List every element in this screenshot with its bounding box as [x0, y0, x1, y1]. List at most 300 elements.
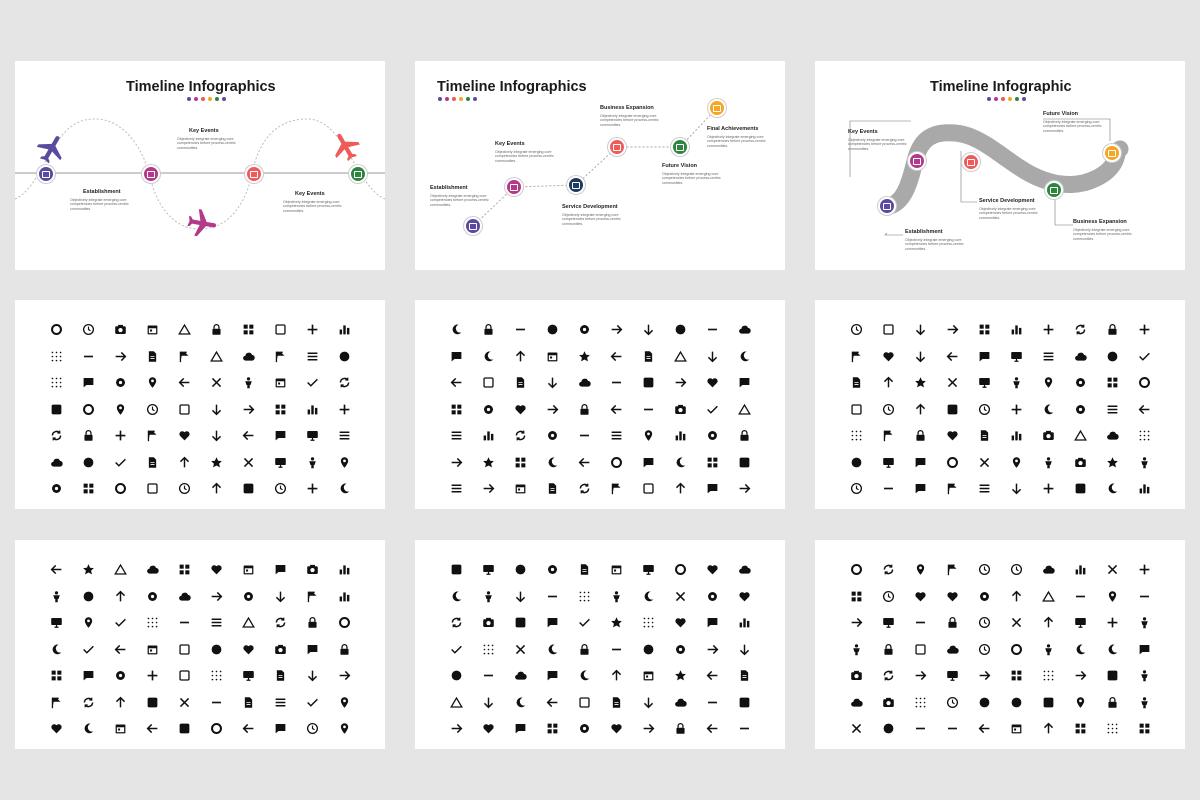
chat-icon	[706, 616, 719, 629]
triangle-icon	[210, 350, 223, 363]
bars-chart-icon	[482, 429, 495, 442]
plus-icon	[306, 323, 319, 336]
moon-icon	[1074, 643, 1087, 656]
calendar-icon	[274, 376, 287, 389]
plus-icon	[114, 429, 127, 442]
minus-icon	[546, 590, 559, 603]
dotted-grid-icon	[482, 643, 495, 656]
list-icon	[978, 482, 991, 495]
flag-icon	[850, 350, 863, 363]
plane-icon	[329, 129, 363, 163]
cloud-icon	[738, 563, 751, 576]
icon-grid-communication-places	[840, 317, 1160, 503]
camera-icon	[1042, 429, 1055, 442]
list-icon	[610, 429, 623, 442]
person-icon	[482, 590, 495, 603]
arrow-left-icon	[546, 696, 559, 709]
flag-icon	[306, 590, 319, 603]
settings-icon	[242, 590, 255, 603]
calendar-icon	[514, 482, 527, 495]
slide-icon-set-3	[815, 300, 1185, 509]
minus-icon	[946, 722, 959, 735]
event-description: Objectively integrate emerging core competencies before process-centric communities.	[979, 207, 1038, 220]
camera-icon	[482, 616, 495, 629]
list-icon	[210, 616, 223, 629]
star-icon	[914, 376, 927, 389]
sync-icon	[338, 376, 351, 389]
timeline-marker-1	[464, 217, 482, 235]
icon-grid-image-editing	[440, 317, 760, 503]
arrow-right-icon	[242, 403, 255, 416]
arrow-left-icon	[706, 722, 719, 735]
moon-icon	[546, 456, 559, 469]
person-icon	[1042, 643, 1055, 656]
arrow-left-icon	[610, 350, 623, 363]
triangle-icon	[178, 323, 191, 336]
arrow-down-icon	[642, 323, 655, 336]
moon-icon	[338, 482, 351, 495]
doc-icon	[242, 696, 255, 709]
star-icon	[1106, 456, 1119, 469]
plus-icon	[306, 482, 319, 495]
heart-icon	[914, 590, 927, 603]
event-label: Key Events	[189, 128, 219, 134]
minus-icon	[610, 376, 623, 389]
arrow-left-icon	[946, 350, 959, 363]
moon-icon	[1106, 482, 1119, 495]
person-icon	[1138, 456, 1151, 469]
moon-icon	[1106, 643, 1119, 656]
arrow-right-icon	[738, 482, 751, 495]
timeline-marker-5	[1103, 144, 1121, 162]
lock-icon	[306, 616, 319, 629]
square-icon	[738, 456, 751, 469]
circle-icon	[1106, 350, 1119, 363]
event-description: Objectively integrate emerging core competencies before process-centric communities.	[177, 137, 236, 150]
plus-icon	[146, 669, 159, 682]
square-icon	[178, 722, 191, 735]
monitor-icon	[882, 616, 895, 629]
chat-icon	[706, 482, 719, 495]
check-icon	[114, 616, 127, 629]
settings-icon	[706, 590, 719, 603]
timeline-marker-1	[37, 165, 55, 183]
grid-icon	[706, 456, 719, 469]
minus-icon	[738, 722, 751, 735]
location-icon	[338, 696, 351, 709]
heart-icon	[738, 590, 751, 603]
arrow-right-icon	[610, 323, 623, 336]
settings-icon	[1074, 376, 1087, 389]
slide-icon-set-5	[415, 540, 785, 749]
cloud-icon	[1106, 429, 1119, 442]
minus-icon	[642, 403, 655, 416]
square-icon	[514, 616, 527, 629]
timeline-path	[415, 61, 785, 270]
ring-icon	[610, 456, 623, 469]
arrow-right-icon	[482, 482, 495, 495]
cloud-icon	[738, 323, 751, 336]
moon-icon	[1042, 403, 1055, 416]
chat-icon	[546, 616, 559, 629]
circle-icon	[546, 323, 559, 336]
triangle-icon	[450, 696, 463, 709]
star-icon	[674, 669, 687, 682]
square-icon	[146, 696, 159, 709]
plus-icon	[338, 403, 351, 416]
plus-icon	[1138, 563, 1151, 576]
moon-icon	[482, 350, 495, 363]
monitor-icon	[1010, 350, 1023, 363]
event-description: Objectively integrate emerging core competencies before process-centric communities.	[905, 238, 964, 251]
arrow-right-icon	[114, 350, 127, 363]
clock-icon	[978, 643, 991, 656]
doc-icon	[146, 456, 159, 469]
heart-icon	[514, 403, 527, 416]
monitor-icon	[1074, 616, 1087, 629]
event-label: Key Events	[295, 191, 325, 197]
lock-icon	[674, 722, 687, 735]
ring-icon	[114, 482, 127, 495]
arrow-up-icon	[610, 669, 623, 682]
arrow-down-icon	[914, 350, 927, 363]
lock-icon	[338, 643, 351, 656]
square-icon	[1106, 669, 1119, 682]
minus-icon	[914, 722, 927, 735]
arrow-down-icon	[546, 376, 559, 389]
event-description: Objectively integrate emerging core competencies before process-centric communities.	[283, 200, 342, 213]
camera-icon	[274, 643, 287, 656]
settings-icon	[978, 590, 991, 603]
arrow-left-icon	[178, 376, 191, 389]
lock-icon	[914, 429, 927, 442]
camera-icon	[1074, 456, 1087, 469]
list-icon	[274, 696, 287, 709]
settings-icon	[578, 323, 591, 336]
event-label: Future Vision	[1043, 111, 1079, 117]
calendar-icon	[114, 722, 127, 735]
close-icon	[1010, 616, 1023, 629]
arrow-down-icon	[514, 590, 527, 603]
clock-icon	[850, 482, 863, 495]
heart-icon	[210, 563, 223, 576]
chat-icon	[914, 482, 927, 495]
cloud-icon	[178, 590, 191, 603]
clock-icon	[146, 403, 159, 416]
minus-icon	[514, 323, 527, 336]
arrow-left-icon	[114, 643, 127, 656]
plane-icon	[35, 132, 69, 166]
calendar-icon	[146, 323, 159, 336]
moon-icon	[578, 669, 591, 682]
doc-icon	[610, 696, 623, 709]
dotted-grid-icon	[914, 696, 927, 709]
check-icon	[450, 643, 463, 656]
heart-icon	[482, 722, 495, 735]
chat-icon	[642, 456, 655, 469]
box-outline-icon	[882, 323, 895, 336]
camera-icon	[882, 696, 895, 709]
triangle-icon	[114, 563, 127, 576]
ring-icon	[338, 616, 351, 629]
sync-icon	[882, 563, 895, 576]
triangle-icon	[1042, 590, 1055, 603]
settings-icon	[114, 376, 127, 389]
ring-icon	[674, 563, 687, 576]
event-description: Objectively integrate emerging core competencies before process-centric communities.	[70, 198, 129, 211]
arrow-right-icon	[546, 403, 559, 416]
event-description: Objectively integrate emerging core competencies before process-centric communities.	[562, 213, 621, 226]
box-outline-icon	[274, 323, 287, 336]
grid-icon	[850, 590, 863, 603]
arrow-left-icon	[242, 429, 255, 442]
grid-icon	[50, 669, 63, 682]
dotted-grid-icon	[1106, 722, 1119, 735]
circle-icon	[514, 563, 527, 576]
lock-icon	[1106, 323, 1119, 336]
cloud-icon	[850, 696, 863, 709]
clock-icon	[882, 590, 895, 603]
minus-icon	[82, 350, 95, 363]
settings-icon	[546, 563, 559, 576]
sync-icon	[882, 669, 895, 682]
location-icon	[1074, 696, 1087, 709]
square-icon	[946, 403, 959, 416]
list-icon	[1042, 350, 1055, 363]
list-icon	[338, 429, 351, 442]
doc-icon	[978, 429, 991, 442]
person-icon	[1138, 669, 1151, 682]
sync-icon	[274, 616, 287, 629]
event-label: Service Development	[562, 204, 618, 210]
timeline-marker-3	[245, 165, 263, 183]
circle-icon	[338, 350, 351, 363]
arrow-left-icon	[242, 722, 255, 735]
event-description: Objectively integrate emerging core competencies before process-centric communities.	[662, 172, 721, 185]
event-description: Objectively integrate emerging core competencies before process-centric communities.	[600, 114, 659, 127]
moon-icon	[674, 456, 687, 469]
minus-icon	[706, 696, 719, 709]
chat-icon	[82, 669, 95, 682]
triangle-icon	[242, 616, 255, 629]
chat-icon	[1138, 643, 1151, 656]
arrow-down-icon	[210, 403, 223, 416]
minus-icon	[482, 669, 495, 682]
monitor-icon	[642, 563, 655, 576]
event-description: Objectively integrate emerging core competencies before process-centric communities.	[848, 138, 907, 151]
arrow-left-icon	[610, 403, 623, 416]
bars-chart-icon	[338, 590, 351, 603]
list-icon	[450, 429, 463, 442]
clock-icon	[178, 482, 191, 495]
calendar-icon	[1010, 722, 1023, 735]
heart-icon	[946, 429, 959, 442]
event-description: Objectively integrate emerging core competencies before process-centric communities.	[495, 150, 554, 163]
box-outline-icon	[850, 403, 863, 416]
arrow-right-icon	[642, 722, 655, 735]
clock-icon	[978, 563, 991, 576]
arrow-down-icon	[738, 643, 751, 656]
close-icon	[514, 643, 527, 656]
event-label: Service Development	[979, 198, 1035, 204]
location-icon	[146, 376, 159, 389]
grid-icon	[450, 403, 463, 416]
arrow-right-icon	[338, 669, 351, 682]
box-outline-icon	[482, 376, 495, 389]
arrow-left-icon	[146, 722, 159, 735]
dotted-grid-icon	[1138, 429, 1151, 442]
cloud-icon	[674, 696, 687, 709]
flag-icon	[610, 482, 623, 495]
heart-icon	[178, 429, 191, 442]
grid-icon	[1106, 376, 1119, 389]
ring-icon	[1138, 376, 1151, 389]
heart-icon	[242, 643, 255, 656]
bars-chart-icon	[1138, 482, 1151, 495]
flag-icon	[882, 429, 895, 442]
close-icon	[242, 456, 255, 469]
square-icon	[1042, 696, 1055, 709]
monitor-icon	[482, 563, 495, 576]
circle-icon	[1010, 696, 1023, 709]
chat-icon	[450, 350, 463, 363]
person-icon	[610, 590, 623, 603]
clock-icon	[274, 482, 287, 495]
box-outline-icon	[178, 643, 191, 656]
camera-icon	[114, 323, 127, 336]
grid-icon	[1138, 722, 1151, 735]
chat-icon	[274, 429, 287, 442]
check-icon	[706, 403, 719, 416]
timeline-marker-4	[349, 165, 367, 183]
moon-icon	[642, 590, 655, 603]
location-icon	[914, 563, 927, 576]
moon-icon	[450, 590, 463, 603]
timeline-marker-3	[962, 153, 980, 171]
arrow-left-icon	[450, 376, 463, 389]
sync-icon	[514, 429, 527, 442]
square-icon	[738, 696, 751, 709]
clock-icon	[82, 323, 95, 336]
ring-icon	[850, 563, 863, 576]
minus-icon	[1074, 590, 1087, 603]
slide-title: Timeline Infographics	[437, 79, 587, 95]
cloud-icon	[946, 643, 959, 656]
slide-title: Timeline Infographics	[126, 79, 276, 95]
slide-icon-set-4	[15, 540, 385, 749]
dotted-grid-icon	[146, 616, 159, 629]
dotted-grid-icon	[578, 590, 591, 603]
heart-icon	[946, 590, 959, 603]
triangle-icon	[1074, 429, 1087, 442]
star-icon	[578, 350, 591, 363]
calendar-icon	[610, 563, 623, 576]
lock-icon	[210, 323, 223, 336]
icon-grid-actions-numbers	[40, 557, 360, 743]
bars-chart-icon	[338, 323, 351, 336]
flag-icon	[146, 429, 159, 442]
grid-icon	[274, 403, 287, 416]
chat-icon	[274, 722, 287, 735]
heart-icon	[50, 722, 63, 735]
plus-icon	[1042, 323, 1055, 336]
timeline-marker-4	[608, 138, 626, 156]
star-icon	[482, 456, 495, 469]
square-icon	[642, 376, 655, 389]
clock-icon	[850, 323, 863, 336]
arrow-right-icon	[1074, 669, 1087, 682]
clock-icon	[882, 403, 895, 416]
slide-icon-set-1	[15, 300, 385, 509]
bars-chart-icon	[306, 403, 319, 416]
location-icon	[1106, 590, 1119, 603]
monitor-icon	[306, 429, 319, 442]
check-icon	[306, 696, 319, 709]
star-icon	[610, 616, 623, 629]
arrow-left-icon	[706, 669, 719, 682]
settings-icon	[146, 590, 159, 603]
timeline-marker-3	[567, 176, 585, 194]
event-label: Future Vision	[662, 163, 698, 169]
doc-icon	[146, 350, 159, 363]
camera-icon	[674, 403, 687, 416]
lock-icon	[738, 429, 751, 442]
bars-chart-icon	[674, 429, 687, 442]
arrow-right-icon	[946, 323, 959, 336]
person-icon	[1138, 696, 1151, 709]
box-outline-icon	[178, 403, 191, 416]
monitor-icon	[242, 669, 255, 682]
moon-icon	[450, 323, 463, 336]
arrow-up-icon	[882, 376, 895, 389]
clock-icon	[946, 696, 959, 709]
monitor-icon	[50, 616, 63, 629]
arrow-right-icon	[706, 643, 719, 656]
square-icon	[1074, 482, 1087, 495]
calendar-icon	[242, 563, 255, 576]
arrow-down-icon	[1010, 482, 1023, 495]
slide-title: Timeline Infographic	[930, 79, 1072, 95]
lock-icon	[82, 429, 95, 442]
moon-icon	[546, 643, 559, 656]
circle-icon	[82, 590, 95, 603]
close-icon	[178, 696, 191, 709]
dotted-grid-icon	[50, 350, 63, 363]
cloud-icon	[50, 456, 63, 469]
minus-icon	[882, 482, 895, 495]
settings-icon	[578, 722, 591, 735]
box-outline-icon	[146, 482, 159, 495]
timeline-marker-2	[505, 178, 523, 196]
arrow-down-icon	[642, 696, 655, 709]
flag-icon	[178, 350, 191, 363]
minus-icon	[1138, 590, 1151, 603]
person-icon	[306, 456, 319, 469]
arrow-up-icon	[914, 403, 927, 416]
sync-icon	[50, 429, 63, 442]
ring-icon	[50, 323, 63, 336]
sync-icon	[1074, 323, 1087, 336]
event-description: Objectively integrate emerging core competencies before process-centric communities.	[1073, 228, 1132, 241]
box-outline-icon	[914, 643, 927, 656]
arrow-right-icon	[978, 669, 991, 682]
lock-icon	[482, 323, 495, 336]
arrow-left-icon	[1138, 403, 1151, 416]
minus-icon	[914, 616, 927, 629]
dotted-grid-icon	[850, 429, 863, 442]
timeline-marker-6	[708, 99, 726, 117]
person-icon	[1042, 456, 1055, 469]
